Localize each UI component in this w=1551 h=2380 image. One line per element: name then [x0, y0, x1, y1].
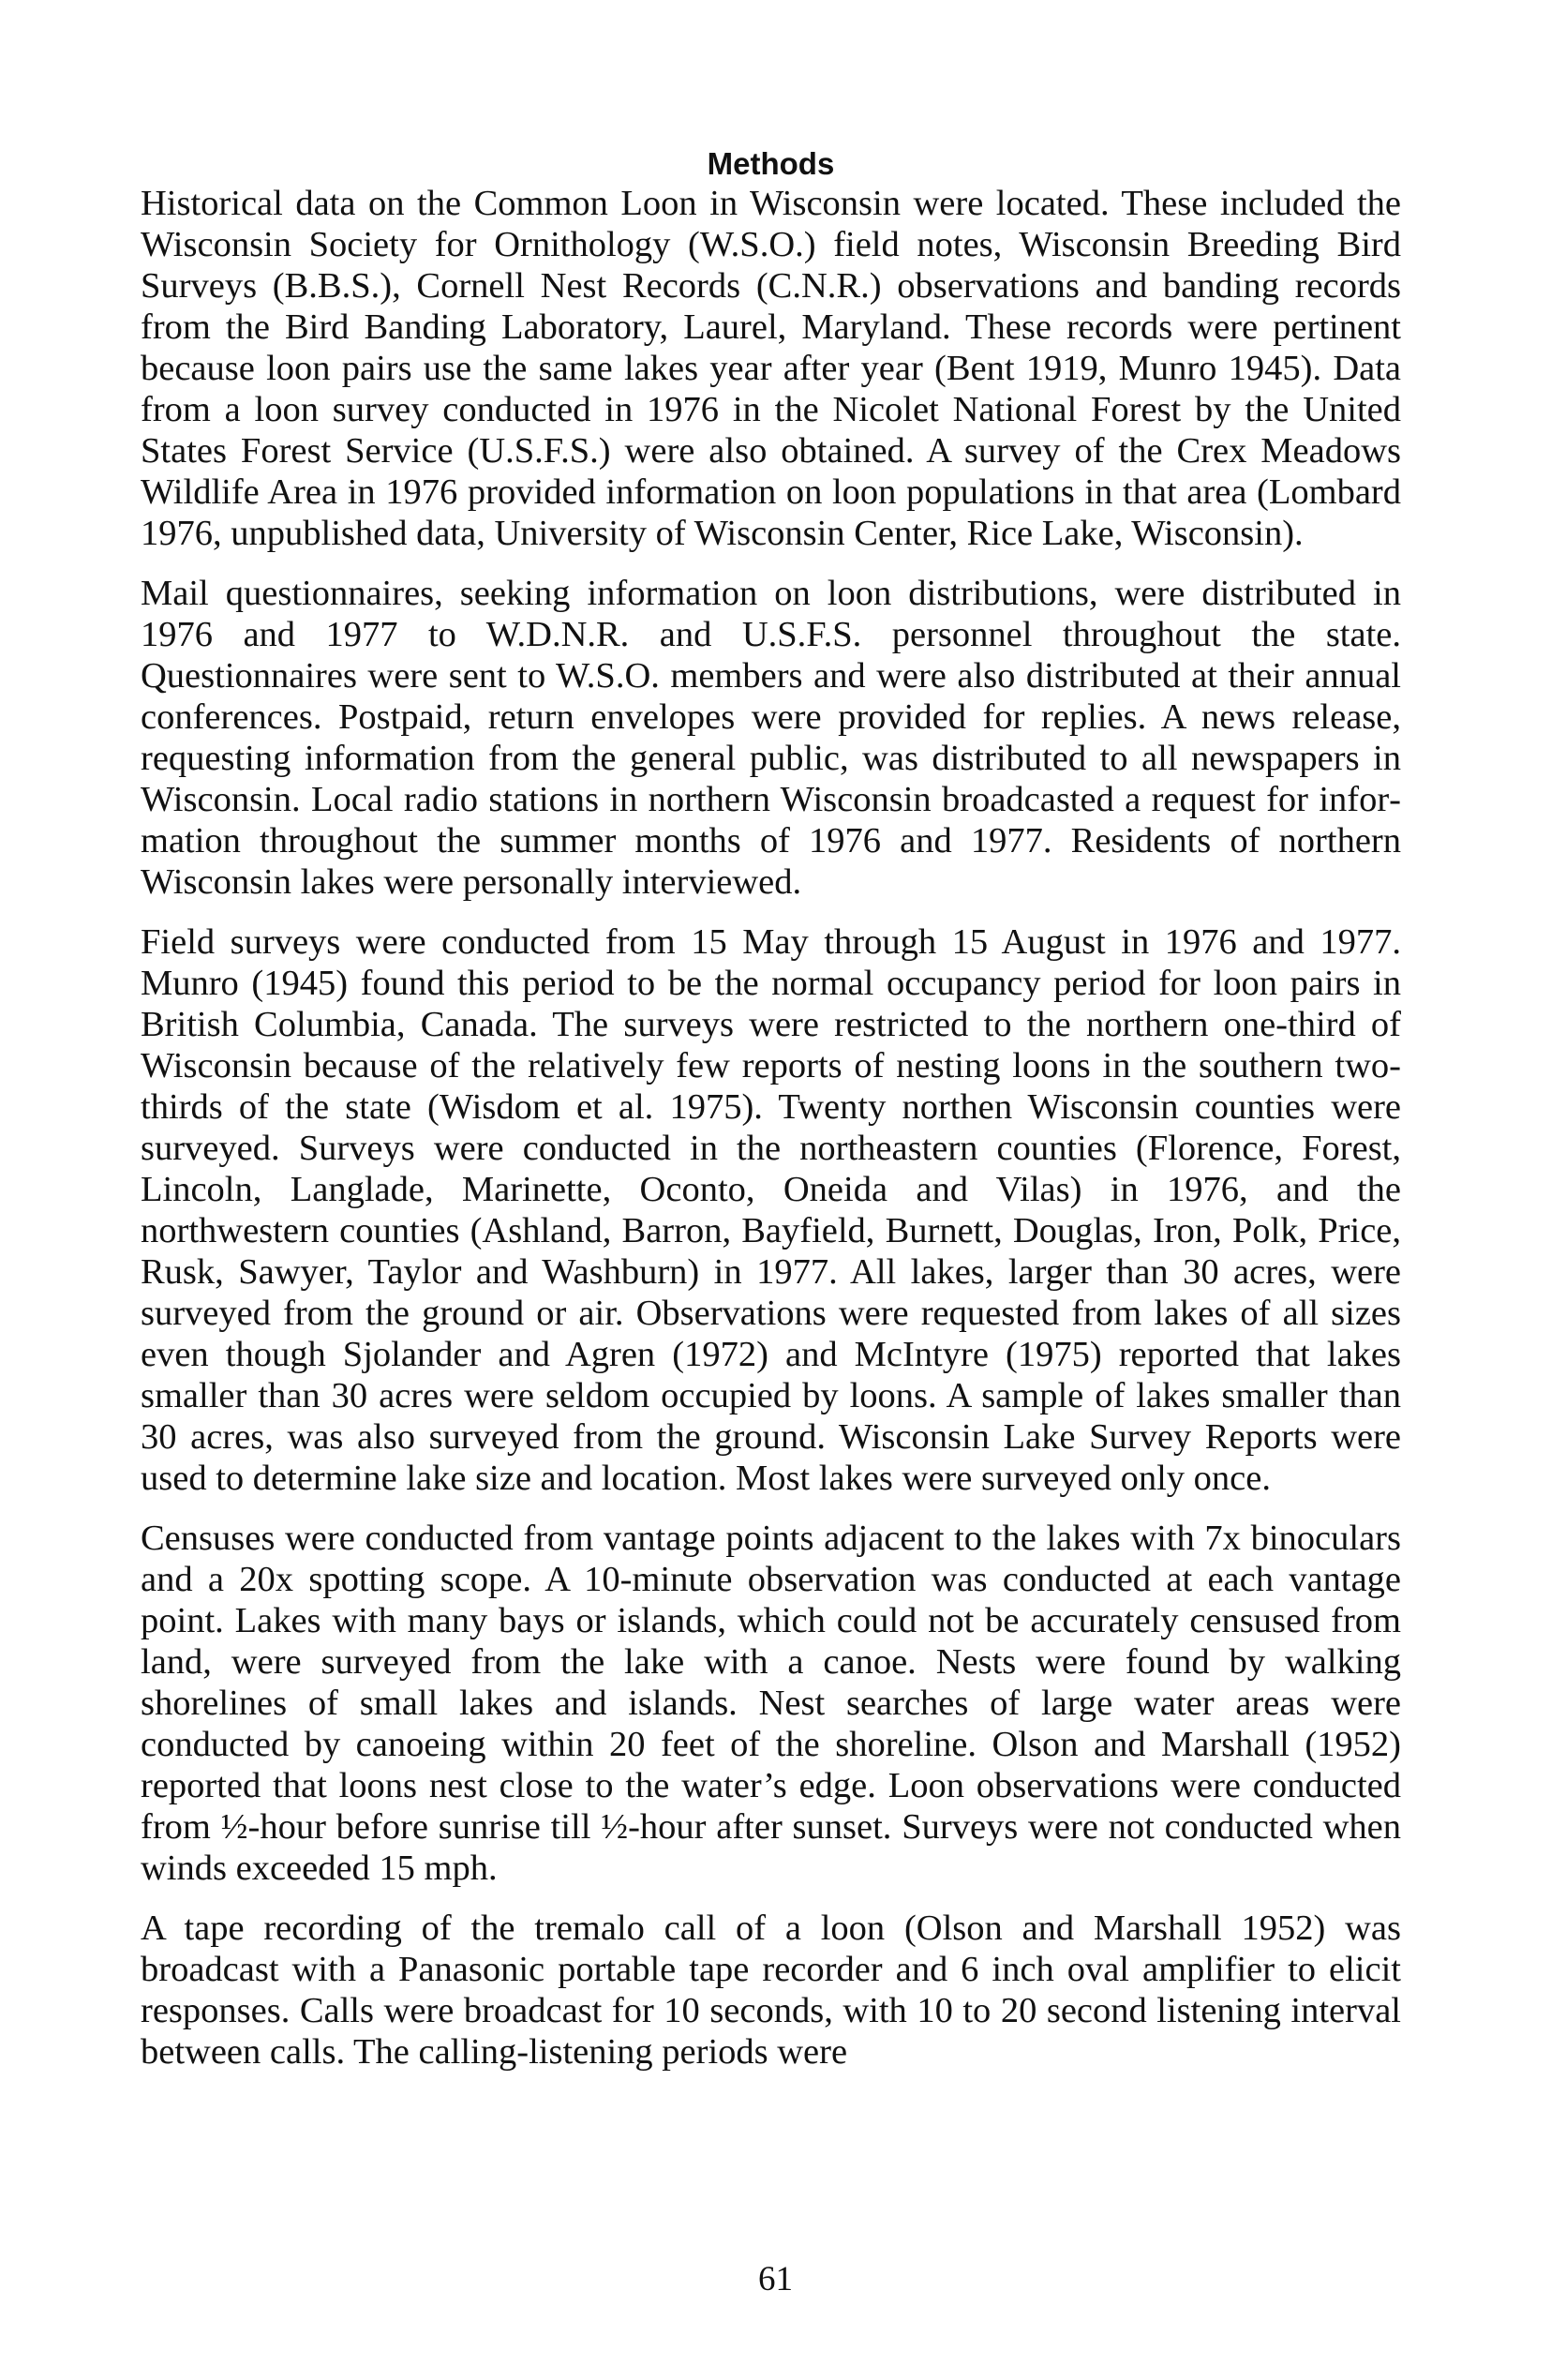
page-content [141, 145, 1401, 2091]
paragraph-tape-recording: A tape recording of the tremalo call of a loon (Olson and Marshall 1952) was broadcast with a Panasonic portable tape recorder and 6 inch oval amplifier to elicit responses. Calls were broadcast for 10 seconds, with 10 to 20 second listening interval between calls. The calling-listening periods were [141, 1908, 1401, 2072]
section-heading: Methods [707, 146, 835, 181]
paragraph-censuses: Censuses were conducted from vantage points adjacent to the lakes with 7x binoculars and a 20x spotting scope. A 10-minute observation was conducted at each vantage point. Lakes with many bays or islands, which could not be accurately censused from land, were surveyed from the lake with a canoe. Nests were found by walking shorelines of small lakes and islands. Nest searches of large water areas were conducted by canoeing within 20 feet of the shoreline. Olson and Marshall (1952) reported that loons nest close to the water’s edge. Loon observations were conducted from ½-hour before sunrise till ½-hour after sunset. Surveys were not conducted when winds exceeded 15 mph. [141, 1519, 1401, 1888]
paragraph-field-surveys: Field surveys were conducted from 15 May through 15 August in 1976 and 1977. Munro (1945) found this period to be the normal occupancy period for loon pairs in British Columbia, Canada. The surveys were restricted to the northern one-third of Wisconsin because of the relatively few reports of nesting loons in the southern two-thirds of the state (Wisdom et al. 1975). Twenty northen Wisconsin counties were surveyed. Surveys were conducted in the northeastern counties (Florence, Forest, Lincoln, Langlade, Marinette, Oconto, Oneida and Vilas) in 1976, and the northwestern counties (Ashland, Barron, Bayfield, Burnett, Douglas, Iron, Polk, Price, Rusk, Sawyer, Taylor and Washburn) in 1977. All lakes, larger than 30 acres, were surveyed from the ground or air. Observations were requested from lakes of all sizes even though Sjolander and Agren (1972) and McIntyre (1975) reported that lakes smaller than 30 acres were seldom occupied by loons. A sample of lakes smaller than 30 acres, was also surveyed from the ground. Wisconsin Lake Survey Reports were used to determine lake size and location. Most lakes were surveyed only once. [141, 922, 1401, 1498]
paragraph-mail-questionnaires: Mail questionnaires, seeking information on loon distributions, were distributed in 1976 and 1977 to W.D.N.R. and U.S.F.S. personnel throughout the state. Questionnaires were sent to W.S.O. members and were also distributed at their annual conferences. Postpaid, return envelopes were provided for replies. A news release, requesting information from the general public, was distributed to all newspapers in Wisconsin. Local radio stations in northern Wisconsin broadcasted a request for information throughout the summer months of 1976 and 1977. Residents of northern Wisconsin lakes were personally interviewed. [141, 574, 1401, 902]
page-number: 61 [758, 2260, 793, 2298]
paragraph-historical-data: Historical data on the Common Loon in Wisconsin were located. These included the Wisconsin Society for Ornithology (W.S.O.) field notes, Wisconsin Breeding Bird Surveys (B.B.S.), Cornell Nest Records (C.N.R.) observations and banding records from the Bird Banding Laboratory, Laurel, Maryland. These records were pertinent because loon pairs use the same lakes year after year (Bent 1919, Munro 1945). Data from a loon survey conducted in 1976 in the Nicolet National Forest by the United States Forest Service (U.S.F.S.) were also obtained. A survey of the Crex Meadows Wildlife Area in 1976 provided information on loon populations in that area (Lombard 1976, unpublished data, University of Wisconsin Center, Rice Lake, Wisconsin). [141, 184, 1401, 553]
